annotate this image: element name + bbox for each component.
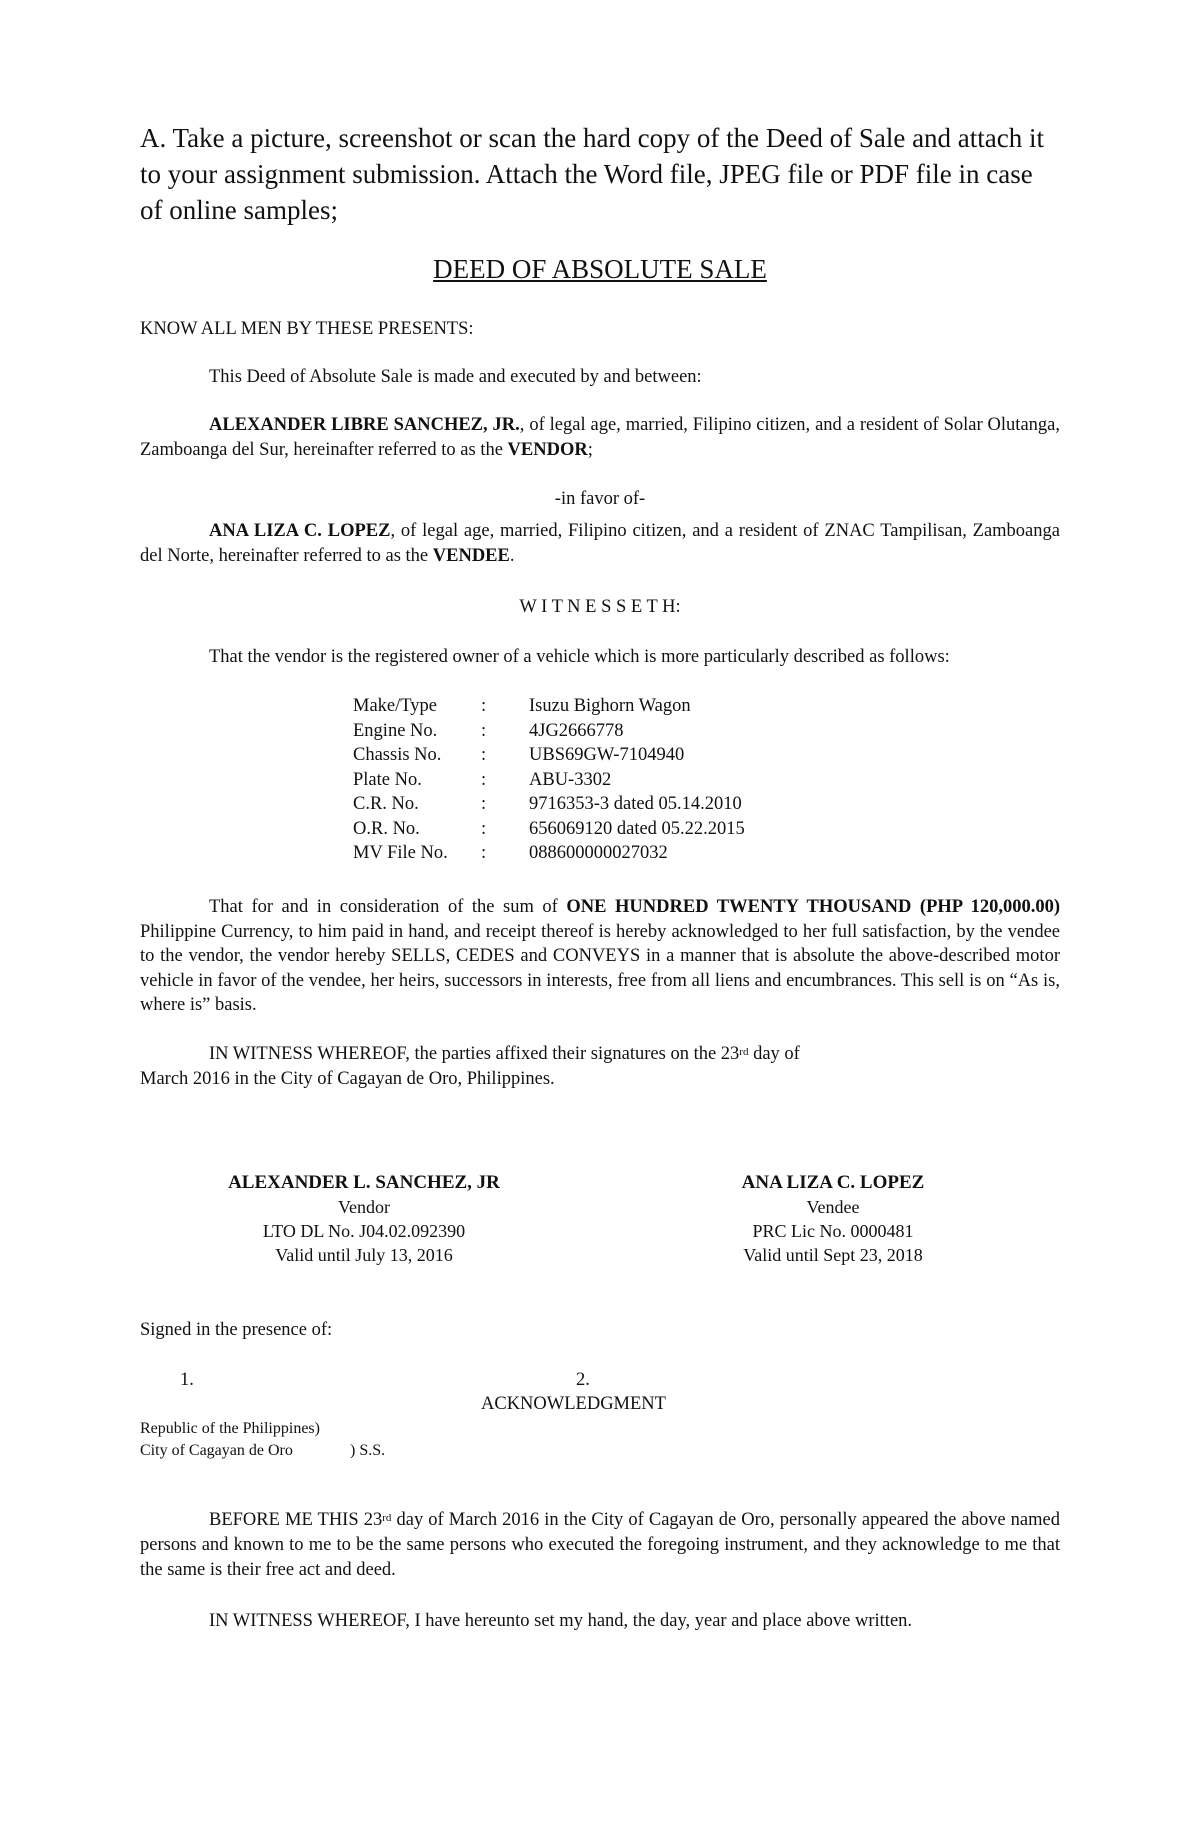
vendee-license-validity: Valid until Sept 23, 2018	[743, 1245, 923, 1265]
ss-mark: ) S.S.	[350, 1442, 386, 1459]
vehicle-colon: :	[481, 794, 487, 814]
witness-whereof-line-2: March 2016 in the City of Cagayan de Oro, Philippines.	[140, 1069, 555, 1089]
vehicle-value: 9716353-3 dated 05.14.2010	[529, 794, 742, 814]
vehicle-label: MV File No.	[353, 843, 448, 863]
vehicle-colon: :	[481, 818, 487, 839]
vehicle-label: Make/Type	[353, 696, 437, 716]
vendor-description: , of legal age, married, Filipino citizen, and a resident of Solar Olutanga, Zamboanga del Sur, hereinafter referred to as the	[140, 415, 1060, 460]
vendee-signature-name: ANA LIZA C. LOPEZ	[741, 1172, 925, 1193]
vehicle-value: 088600000027032	[529, 843, 668, 863]
know-all-men: KNOW ALL MEN BY THESE PRESENTS:	[140, 319, 474, 339]
ordinal-suffix: rd	[382, 1512, 392, 1524]
vehicle-label: O.R. No.	[353, 818, 420, 839]
vehicle-value: 656069120 dated 05.22.2015	[529, 818, 745, 839]
acknowledgment-heading: ACKNOWLEDGMENT	[481, 1394, 666, 1414]
vehicle-colon: :	[481, 720, 487, 741]
witness-whereof-line-1	[209, 1042, 800, 1067]
before-me-text: BEFORE ME THIS 23	[209, 1510, 383, 1530]
made-executed-line: This Deed of Absolute Sale is made and executed by and between:	[209, 367, 702, 387]
vehicle-label: Engine No.	[353, 720, 438, 741]
vehicle-label: Plate No.	[353, 769, 422, 790]
owner-paragraph: That the vendor is the registered owner of a vehicle which is more particularly described as follows:	[209, 647, 950, 667]
vendor-signature-block	[194, 1171, 534, 1267]
vehicle-colon: :	[481, 769, 487, 790]
consideration-text-a: That for and in consideration of the sum of	[209, 897, 567, 917]
vehicle-label: Chassis No.	[353, 745, 442, 765]
vehicle-value: UBS69GW-7104940	[529, 745, 685, 765]
vendor-license: LTO DL No. J04.02.092390	[262, 1221, 466, 1241]
vehicle-value: Isuzu Bighorn Wagon	[529, 696, 691, 716]
consideration-paragraph	[140, 895, 1060, 1018]
witnesseth-heading: W I T N E S S E T H:	[519, 597, 681, 617]
vehicle-value: ABU-3302	[529, 769, 612, 790]
vendee-signature-role: Vendee	[806, 1197, 860, 1217]
ordinal-suffix: rd	[739, 1046, 749, 1058]
consideration-amount-number: (PHP 120,000.00)	[919, 897, 1061, 917]
witness-whereof-text-end: day of	[748, 1044, 800, 1064]
vendor-end: ;	[587, 440, 593, 460]
assignment-instruction: A. Take a picture, screenshot or scan the hard copy of the Deed of Sale and attach it to your assignment submission. Attach the Word file, JPEG file or PDF file in case of online samples;	[140, 123, 1045, 225]
acknowledgment-paragraph	[140, 1508, 1060, 1583]
vendor-role: VENDOR	[507, 440, 588, 460]
vendee-license: PRC Lic No. 0000481	[752, 1221, 914, 1241]
vendee-paragraph	[140, 519, 1060, 569]
witness-2-number: 2.	[576, 1370, 590, 1390]
final-witness-line: IN WITNESS WHEREOF, I have hereunto set my hand, the day, year and place above written.	[209, 1611, 913, 1631]
vehicle-colon: :	[481, 696, 487, 716]
signed-in-presence: Signed in the presence of:	[140, 1320, 333, 1340]
before-me-text-rest: day of March 2016 in the City of Cagayan de Oro, personally appeared the above named persons and known to me to be the same persons who executed the foregoing instrument, and they acknowledge to me that the same is their free act and deed.	[140, 1510, 1060, 1580]
vendor-signature-role: Vendor	[338, 1197, 390, 1217]
vendor-name: ALEXANDER LIBRE SANCHEZ, JR.	[209, 415, 520, 435]
vehicle-colon: :	[481, 843, 487, 863]
vendee-name: ANA LIZA C. LOPEZ	[209, 521, 391, 541]
vendor-paragraph	[140, 413, 1060, 463]
vehicle-label: C.R. No.	[353, 794, 419, 814]
vendee-signature-block	[663, 1171, 1003, 1267]
vehicle-value: 4JG2666778	[529, 720, 624, 741]
city-line: City of Cagayan de Oro	[140, 1442, 293, 1459]
republic-line: Republic of the Philippines)	[140, 1420, 320, 1437]
vendor-license-validity: Valid until July 13, 2016	[275, 1245, 453, 1265]
in-favor-of: -in favor of-	[554, 489, 646, 509]
consideration-text-b: Philippine Currency, to him paid in hand, and receipt thereof is hereby acknowledged to her full satisfaction, by the vendee to the vendor, the vendor hereby SELLS, CEDES and CONVEYS in a manner that is absolute the above-described motor vehicle in favor of the vendee, her heirs, successors in interests, free from all liens and encumbrances. This sell is on “As is, where is” basis.	[140, 921, 1060, 1016]
vendee-role: VENDEE	[432, 546, 510, 566]
document-title: DEED OF ABSOLUTE SALE	[433, 254, 767, 284]
vendee-end: .	[509, 546, 515, 566]
vendee-description: , of legal age, married, Filipino citizen, and a resident of ZNAC Tampilisan, Zamboanga del Norte, hereinafter referred to as the	[140, 521, 1060, 566]
vehicle-colon: :	[481, 745, 487, 765]
consideration-amount-words: ONE HUNDRED TWENTY THOUSAND	[566, 897, 912, 917]
witness-whereof-text: IN WITNESS WHEREOF, the parties affixed their signatures on the 23	[209, 1044, 740, 1064]
vehicle-details	[353, 694, 773, 869]
witness-1-number: 1.	[180, 1370, 194, 1390]
vendor-signature-name: ALEXANDER L. SANCHEZ, JR	[228, 1172, 500, 1193]
